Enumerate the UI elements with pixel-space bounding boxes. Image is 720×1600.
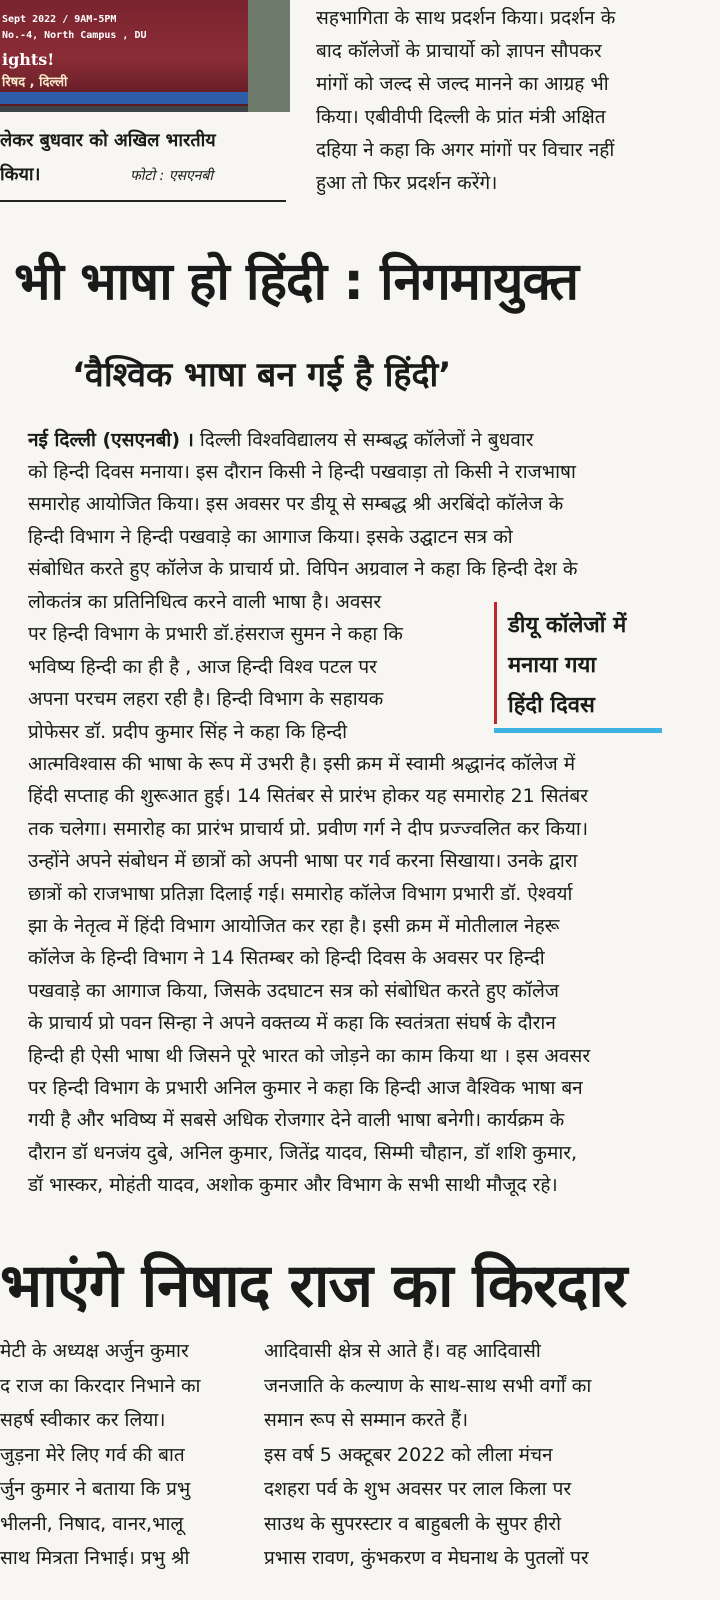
text-line: भीलनी, निषाद, वानर,भालू [0,1512,184,1535]
highlight-box-line: मनाया गया [508,653,597,678]
text-line: हुआ तो फिर प्रदर्शन करेंगे। [316,172,498,194]
text-line: र्जुन कुमार ने बताया कि प्रभु [0,1478,191,1500]
text-line: लोकतंत्र का प्रतिनिधित्व करने वाली भाषा है। अवसर [28,591,382,613]
text-line: तक चलेगा। समारोह का प्रारंभ प्राचार्य प्रो. प्रवीण गर्ग ने दीप प्रज्ज्वलित कर किया। [28,817,589,840]
headline-nigamayukt: भी भाषा हो हिंदी : निगमायुक्त [14,252,578,312]
highlight-box [494,602,662,732]
text-line: किया। एबीवीपी दिल्ली के प्रांत मंत्री अक्षित [316,106,606,128]
text-line: हिन्दी विभाग ने हिन्दी पखवाड़े का आगाज किया। इसके उद्घाटन सत्र को [28,525,513,548]
text-line: बाद कॉलेजों के प्राचार्यो को ज्ञापन सौपकर [316,40,602,62]
photo-caption: लेकर बुधवार को अखिल भारतीय [0,130,216,151]
text-line: मांगों को जल्द से जल्द मानने का आग्रह भी [316,73,609,95]
banner-venue-text: No.-4, North Campus , DU [2,30,147,41]
text-line: भविष्य हिन्दी का ही है , आज हिन्दी विश्व पटल पर [28,655,377,678]
text-line: दौरान डॉ धनजंय दुबे, अनिल कुमार, जितेंद्र यादव, सिम्मी चौहान, डॉ शशि कुमार, [28,1141,578,1164]
text-line: आदिवासी क्षेत्र से आते हैं। वह आदिवासी [264,1340,541,1362]
banner-org-text: रिषद , दिल्ली [2,75,68,90]
text-line: कॉलेज के हिन्दी विभाग ने 14 सितम्बर को हिन्दी दिवस के अवसर पर हिन्दी [28,947,545,970]
bottom-left-column [0,1334,200,1576]
text-line: समान रूप से सम्मान करते हैं। [264,1409,469,1431]
banner-strip [0,92,248,104]
article-body-top [28,456,577,586]
photo-banner [0,0,248,106]
text-line: हिन्दी ही ऐसी भाषा थी जिसने पूरे भारत को जोड़ने का काम किया था । इस अवसर [28,1044,591,1067]
text-line: हिंदी सप्ताह की शुरूआत हुई। 14 सितंबर से प्रारंभ होकर यह समारोह 21 सितंबर [28,785,589,808]
text-line: प्रभास रावण, कुंभकरण व मेघनाथ के पुतलों पर [264,1547,589,1569]
highlight-box-line: हिंदी दिवस [508,693,595,718]
text-line: समारोह आयोजित किया। इस अवसर पर डीयू से सम्बद्ध श्री अरबिंदो कॉलेज के [28,493,564,516]
text-line: पखवाड़े का आगाज किया, जिसके उदघाटन सत्र को संबोधित करते हुए कॉलेज [28,979,559,1002]
dateline: नई दिल्ली (एसएनबी) । [28,429,194,451]
text-line: पर हिन्दी विभाग के प्रभारी अनिल कुमार ने कहा कि हिन्दी आज वैश्विक भाषा बन [28,1077,583,1100]
text-line: मेटी के अध्यक्ष अर्जुन कुमार [0,1340,189,1362]
article-body-narrow [28,586,403,748]
photo-caption-line2: किया। [0,164,41,185]
photo-person [248,0,290,112]
bottom-right-column [264,1334,591,1576]
text-line: दशहरा पर्व के शुभ अवसर पर लाल किला पर [264,1478,572,1500]
text-line: पर हिन्दी विभाग के प्रभारी डॉ.हंसराज सुमन ने कहा कि [28,623,403,646]
text-line: अपना परचम लहरा रही है। हिन्दी विभाग के सहायक [28,688,384,711]
text-line: जनजाति के कल्याण के साथ-साथ सभी वर्गों का [264,1374,592,1397]
text-line: इस वर्ष 5 अक्टूबर 2022 को लीला मंचन [264,1443,553,1466]
text-line: द राज का किरदार निभाने का [0,1374,201,1397]
text-line: साउथ के सुपरस्टार व बाहुबली के सुपर हीरो [264,1512,562,1535]
text-line: प्रोफेसर डॉ. प्रदीप कुमार सिंह ने कहा कि हिन्दी [28,720,348,743]
text-line: को हिन्दी दिवस मनाया। इस दौरान किसी ने हिन्दी पखवाड़ा तो किसी ने राजभाषा [28,461,576,483]
article-first-line [28,424,534,456]
first-line-text: दिल्ली विश्वविद्यालय से सम्बद्ध कॉलेजों ने बुधवार [193,429,534,451]
text-line: आत्मविश्वास की भाषा के रूप में उभरी है। इसी क्रम में स्वामी श्रद्धानंद कॉलेज में [28,753,576,775]
photo-credit: फोटो : एसएनबी [130,168,214,184]
banner-slogan-text: ights! [2,50,55,69]
text-line: दहिया ने कहा कि अगर मांगों पर विचार नहीं [316,139,615,161]
highlight-box-bar [494,602,497,724]
highlight-box-line: डीयू कॉलेजों में [508,613,627,638]
text-line: डॉ भास्कर, मोहंती यादव, अशोक कुमार और विभाग के सभी साथी मौजूद रहे। [28,1174,558,1197]
text-line: के प्राचार्य प्रो पवन सिन्हा ने अपने वक्तव्य में कहा कि स्वतंत्रता संघर्ष के दौरान [28,1012,556,1035]
top-right-column [316,2,615,200]
text-line: गयी है और भविष्य में सबसे अधिक रोजगार देने वाली भाषा बनेगी। कार्यक्रम के [28,1109,565,1132]
headline-vaishvik-bhasha: ‘वैश्विक भाषा बन गई है हिंदी’ [72,355,452,395]
text-line: साथ मित्रता निभाई। प्रभु श्री [0,1547,190,1569]
text-line: उन्होंने अपने संबोधन में छात्रों को अपनी भाषा पर गर्व करना सिखाया। उनके द्वारा [28,850,578,873]
text-line: छात्रों को राजभाषा प्रतिज्ञा दिलाई गई। समारोह कॉलेज विभाग प्रभारी डॉ. ऐश्वर्या [28,882,573,905]
highlight-box-underline [494,728,662,733]
headline-nishad-raj: भाएंगे निषाद राज का किरदार [0,1251,627,1321]
article-body-bottom [28,748,590,1202]
text-line: जुड़ना मेरे लिए गर्व की बात [0,1443,185,1466]
text-line: झा के नेतृत्व में हिंदी विभाग आयोजित कर रहा है। इसी क्रम में मोतीलाल नेहरू [28,915,560,938]
text-line: सहर्ष स्वीकार कर लिया। [0,1409,166,1431]
news-photo [0,0,290,112]
banner-date-text: Sept 2022 / 9AM-5PM [2,14,117,25]
text-line: संबोधित करते हुए कॉलेज के प्राचार्य प्रो. विपिन अग्रवाल ने कहा कि हिन्दी देश के [28,558,578,581]
caption-rule [0,200,286,202]
text-line: सहभागिता के साथ प्रदर्शन किया। प्रदर्शन के [316,7,616,29]
highlight-box-text [508,606,626,726]
